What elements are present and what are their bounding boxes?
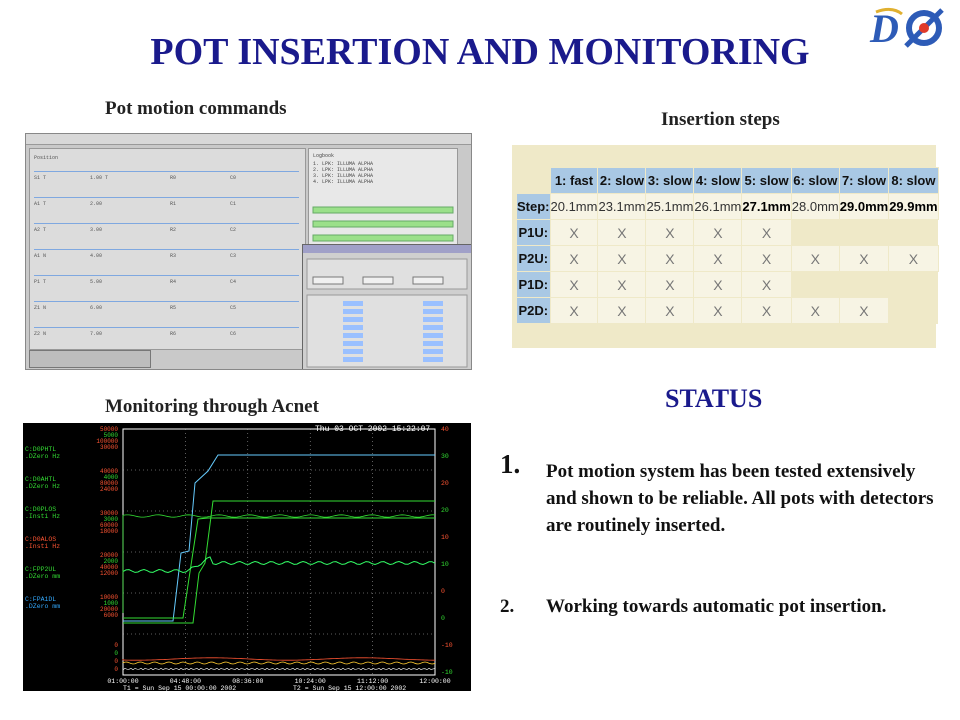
table-cell-step-value: 23.1mm	[598, 194, 646, 220]
table-header-step-8: 8: slow	[889, 168, 938, 194]
acnet-left-tick: 12000	[99, 570, 118, 577]
acnet-trace	[123, 455, 435, 621]
caption-insertion-steps: Insertion steps	[661, 109, 780, 130]
svg-text:Z1 N: Z1 N	[34, 305, 47, 311]
acnet-trace	[123, 662, 435, 664]
acnet-time-tick: 12:00:00	[419, 678, 451, 685]
acnet-time-tick: 10:24:00	[294, 678, 326, 685]
svg-text:2. LPK: ILLUMA ALPHA: 2. LPK: ILLUMA ALPHA	[313, 167, 374, 173]
svg-text:C0: C0	[230, 175, 237, 181]
svg-text:R2: R2	[170, 227, 177, 233]
status-item-2-text: Working towards automatic pot insertion.	[546, 596, 887, 617]
status-item-1-number: 1.	[500, 449, 521, 479]
acnet-plot	[23, 423, 471, 691]
svg-text:1.00 T: 1.00 T	[90, 175, 109, 181]
acnet-left-tick: 40000	[99, 468, 118, 475]
acnet-left-tick: 30000	[99, 510, 118, 517]
acnet-right-tick: 0	[441, 588, 445, 595]
table-cell-step-value: 29.0mm	[839, 194, 888, 220]
insertion-steps-table	[512, 145, 936, 348]
acnet-channel-name: C:FPP2UL	[25, 566, 57, 573]
svg-text:Position: Position	[34, 155, 59, 161]
table-cell-mark: X	[889, 246, 938, 272]
acnet-left-tick: 1000	[103, 600, 118, 607]
svg-text:5.00: 5.00	[90, 279, 103, 285]
table-cell-mark: X	[694, 272, 742, 298]
acnet-right-tick: 0	[441, 615, 445, 622]
table-row-label-step: Step:	[517, 194, 551, 220]
table-cell-mark	[791, 220, 839, 246]
status-item-1-text: Pot motion system has been tested extensively and shown to be reliable. All pots with detectors are routinely inserted.	[546, 461, 934, 536]
table-cell-mark: X	[791, 298, 839, 324]
svg-text:C4: C4	[230, 279, 237, 285]
svg-text:3. LPK: ILLUMA ALPHA: 3. LPK: ILLUMA ALPHA	[313, 173, 374, 179]
table-cell-mark: X	[694, 220, 742, 246]
status-heading: STATUS	[665, 384, 763, 413]
acnet-left-tick: 10000	[99, 594, 118, 601]
acnet-trace	[123, 557, 435, 573]
acnet-footer-t2: T2 = Sun Sep 15 12:00:00 2002	[293, 685, 407, 691]
caption-monitoring: Monitoring through Acnet	[105, 396, 319, 417]
acnet-channel-desc: .Insti Hz	[25, 513, 61, 520]
svg-text:4.00: 4.00	[90, 253, 103, 259]
acnet-channel-name: C:D0PLOS	[25, 506, 57, 513]
table-cell-mark: X	[694, 246, 742, 272]
acnet-right-tick: 30	[441, 453, 449, 460]
acnet-left-tick: 24000	[99, 486, 118, 493]
acnet-time-tick: 04:48:00	[169, 678, 202, 685]
table-header-step-4: 4: slow	[694, 168, 742, 194]
table-cell-mark	[889, 272, 938, 298]
table-row-label: P1D:	[517, 272, 551, 298]
acnet-trace	[123, 658, 435, 660]
status-item-2-number: 2.	[500, 596, 515, 617]
table-cell-step-value: 28.0mm	[791, 194, 839, 220]
table-cell-mark: X	[598, 298, 646, 324]
acnet-right-tick: 20	[441, 507, 449, 514]
svg-text:R5: R5	[170, 305, 177, 311]
table-cell-mark: X	[598, 220, 646, 246]
acnet-left-tick: 3000	[103, 516, 118, 523]
acnet-left-tick: 30000	[99, 444, 118, 451]
svg-text:D: D	[870, 6, 899, 51]
svg-text:P1 T: P1 T	[34, 279, 47, 285]
svg-text:R3: R3	[170, 253, 177, 259]
table-cell-mark: X	[550, 298, 598, 324]
table-cell-mark: X	[839, 298, 888, 324]
table-cell-mark: X	[646, 272, 694, 298]
acnet-left-tick: 0	[114, 666, 118, 673]
table-row-label: P2D:	[517, 298, 551, 324]
table-cell-mark: X	[694, 298, 742, 324]
acnet-left-tick: 6000	[103, 612, 118, 619]
svg-text:1. LPK: ILLUMA ALPHA: 1. LPK: ILLUMA ALPHA	[313, 161, 374, 167]
acnet-channel-name: C:D0AHTL	[25, 476, 57, 483]
table-cell-mark: X	[646, 246, 694, 272]
acnet-time-tick: 08:36:00	[232, 678, 264, 685]
table-cell-mark	[889, 298, 938, 324]
acnet-left-tick: 0	[114, 642, 118, 649]
acnet-left-tick: 40000	[99, 564, 118, 571]
svg-text:6.00: 6.00	[90, 305, 103, 311]
acnet-left-tick: 5000	[103, 432, 118, 439]
acnet-channel-name: C:D0ALOS	[25, 536, 57, 543]
table-cell-mark: X	[550, 246, 598, 272]
acnet-header-time: Thu 03-OCT-2002 15:22:07	[315, 425, 431, 434]
table-cell-mark: X	[598, 246, 646, 272]
table-cell-step-value: 20.1mm	[550, 194, 598, 220]
svg-text:C2: C2	[230, 227, 237, 233]
table-cell-mark: X	[646, 220, 694, 246]
table-cell-mark	[839, 272, 888, 298]
acnet-left-tick: 0	[114, 658, 118, 665]
svg-text:R0: R0	[170, 175, 177, 181]
acnet-left-tick: 100000	[96, 438, 118, 445]
table-cell-mark: X	[742, 220, 791, 246]
table-cell-mark	[889, 220, 938, 246]
acnet-right-tick: 20	[441, 480, 449, 487]
svg-text:C5: C5	[230, 305, 237, 311]
table-cell-mark: X	[742, 298, 791, 324]
acnet-channel-desc: .DZero Hz	[25, 483, 61, 490]
table-cell-step-value: 27.1mm	[742, 194, 791, 220]
caption-pot-motion: Pot motion commands	[105, 98, 287, 119]
table-header-step-5: 5: slow	[742, 168, 791, 194]
acnet-right-tick: -10	[441, 642, 453, 649]
acnet-channel-desc: .DZero mm	[25, 603, 61, 610]
table-header-step-3: 3: slow	[646, 168, 694, 194]
table-header-step-6: 6: slow	[791, 168, 839, 194]
acnet-left-tick: 20000	[99, 606, 118, 613]
svg-text:Logbook: Logbook	[313, 153, 335, 159]
table-cell-mark: X	[791, 246, 839, 272]
acnet-trace	[123, 518, 435, 618]
svg-text:A2 T: A2 T	[34, 227, 47, 233]
svg-text:C1: C1	[230, 201, 237, 207]
acnet-left-tick: 4000	[103, 474, 118, 481]
table-header-step-7: 7: slow	[839, 168, 888, 194]
acnet-trace	[123, 668, 435, 670]
table-cell-mark: X	[742, 246, 791, 272]
table-cell-step-value: 26.1mm	[694, 194, 742, 220]
d0-logo	[862, 2, 954, 52]
table-cell-step-value: 29.9mm	[889, 194, 938, 220]
table-cell-step-value: 25.1mm	[646, 194, 694, 220]
table-row-label: P2U:	[517, 246, 551, 272]
table-cell-mark: X	[550, 272, 598, 298]
acnet-left-tick: 0	[114, 650, 118, 657]
acnet-right-tick: -10	[441, 669, 453, 676]
svg-text:C6: C6	[230, 331, 237, 337]
svg-text:C3: C3	[230, 253, 237, 259]
table-header-step-1: 1: fast	[550, 168, 598, 194]
table-cell-mark: X	[646, 298, 694, 324]
acnet-right-tick: 10	[441, 534, 449, 541]
acnet-left-tick: 60000	[99, 522, 118, 529]
svg-text:R4: R4	[170, 279, 177, 285]
table-cell-mark	[791, 272, 839, 298]
table-header-step-2: 2: slow	[598, 168, 646, 194]
table-row-label: P1U:	[517, 220, 551, 246]
acnet-trace	[123, 501, 435, 623]
table-cell-mark: X	[598, 272, 646, 298]
svg-text:R1: R1	[170, 201, 177, 207]
acnet-left-tick: 50000	[99, 426, 118, 433]
acnet-left-tick: 20000	[99, 552, 118, 559]
acnet-right-tick: 40	[441, 426, 449, 433]
acnet-channel-desc: .Insti Hz	[25, 543, 61, 550]
slide-title: POT INSERTION AND MONITORING	[150, 31, 810, 73]
acnet-channel-desc: .DZero Hz	[25, 453, 61, 460]
svg-text:R6: R6	[170, 331, 177, 337]
pot-motion-screenshot	[25, 133, 472, 370]
acnet-left-tick: 18000	[99, 528, 118, 535]
svg-text:3.00: 3.00	[90, 227, 103, 233]
acnet-left-tick: 80000	[99, 480, 118, 487]
acnet-time-tick: 11:12:00	[356, 678, 389, 685]
acnet-channel-desc: .DZero mm	[25, 573, 61, 580]
acnet-channel-name: C:D0PHTL	[25, 446, 57, 453]
svg-text:2.00: 2.00	[90, 201, 103, 207]
acnet-right-tick: 10	[441, 561, 449, 568]
svg-text:4. LPK: ILLUMA ALPHA: 4. LPK: ILLUMA ALPHA	[313, 179, 374, 185]
acnet-left-tick: 2000	[103, 558, 118, 565]
acnet-footer-t1: T1 = Sun Sep 15 00:00:00 2002	[123, 685, 237, 691]
svg-text:A1 T: A1 T	[34, 201, 47, 207]
svg-text:Z2 N: Z2 N	[34, 331, 47, 337]
table-cell-mark	[839, 220, 888, 246]
table-cell-mark: X	[550, 220, 598, 246]
svg-text:A1 N: A1 N	[34, 253, 47, 259]
table-cell-mark: X	[742, 272, 791, 298]
svg-text:7.00: 7.00	[90, 331, 103, 337]
acnet-time-tick: 01:00:00	[107, 678, 139, 685]
acnet-channel-name: C:FPA1DL	[25, 596, 57, 603]
svg-text:S1 T: S1 T	[34, 175, 47, 181]
table-cell-mark: X	[839, 246, 888, 272]
